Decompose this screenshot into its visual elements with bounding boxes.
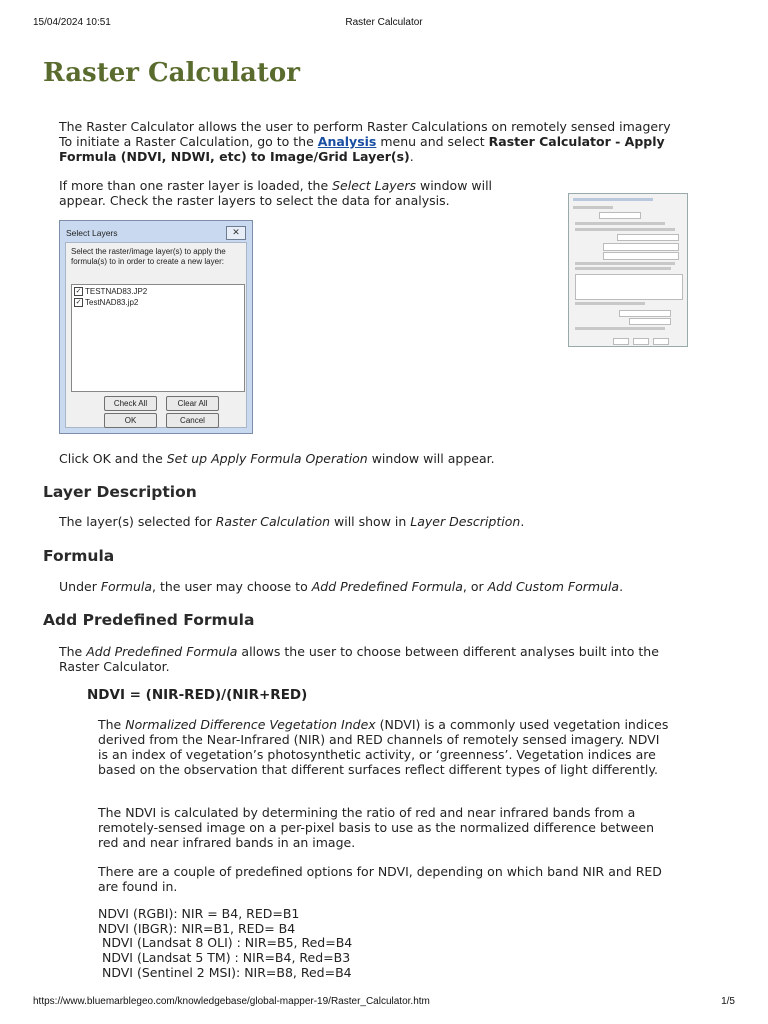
dialog-body: [65, 242, 247, 428]
add-predefined-paragraph: The Add Predefined Formula allows the user to choose between different analyses built into the Raster Calculator.: [59, 644, 659, 674]
select-layers-dialog: [59, 220, 253, 434]
formula-heading: Formula: [43, 547, 115, 565]
layer-name: TestNAD83.jp2: [85, 297, 139, 307]
cancel-button[interactable]: Cancel: [166, 413, 219, 428]
list-item: NDVI (Landsat 5 TM) : NIR=B4, Red=B3: [98, 950, 351, 966]
thumb-tabs: [573, 206, 613, 209]
formula-paragraph: Under Formula, the user may choose to Add Predefined Formula, or Add Custom Formula.: [59, 579, 624, 594]
list-item[interactable]: [72, 297, 244, 307]
layer-list: [71, 284, 245, 392]
thumb-titlebar: [573, 198, 653, 201]
thumb-field: [599, 212, 641, 219]
menu-path: Raster Calculator - Apply Formula (NDVI, NDWI, etc) to Image/Grid Layer(s): [59, 134, 665, 164]
analysis-link[interactable]: Analysis: [317, 134, 377, 149]
dialog-title: Select Layers: [66, 228, 118, 238]
thumb-line: [575, 262, 675, 265]
intro-paragraph: The Raster Calculator allows the user to perform Raster Calculations on remotely sensed imagery To initiate a Raster Calculation, go to the Analysis menu and select Raster Calculator - Apply Formula (NDVI, NDWI, etc) to Image/Grid Layer(s).: [59, 119, 671, 164]
ndvi-options-list: [98, 907, 352, 981]
thumb-field: [629, 318, 671, 325]
print-url: https://www.bluemarblegeo.com/knowledgebase/global-mapper-19/Raster_Calculator.htm: [33, 996, 430, 1007]
print-page-number: 1/5: [721, 996, 735, 1007]
list-item: NDVI (RGBI): NIR = B4, RED=B1: [98, 906, 300, 921]
ndvi-paragraph-2: The NDVI is calculated by determining the ratio of red and near infrared bands from a remotely-sensed image on a per-pixel basis to use as the normalized difference between red and near infrared bands in an image.: [98, 805, 655, 850]
ndvi-paragraph-3: There are a couple of predefined options for NDVI, depending on which band NIR and RED are found in.: [98, 864, 662, 894]
click-ok-paragraph: Click OK and the Set up Apply Formula Operation window will appear.: [59, 451, 495, 466]
check-all-button[interactable]: Check All: [104, 396, 157, 411]
dialog-prompt: Select the raster/image layer(s) to apply the formula(s) to in order to create a new layer:: [71, 247, 226, 266]
thumb-button: [653, 338, 669, 345]
layer-description-heading: Layer Description: [43, 483, 197, 501]
list-item: NDVI (IBGR): NIR=B1, RED= B4: [98, 920, 296, 936]
thumb-field: [603, 243, 679, 251]
thumb-line: [575, 327, 665, 330]
ok-button[interactable]: OK: [104, 413, 157, 428]
thumb-button: [613, 338, 629, 345]
ndvi-heading: NDVI = (NIR-RED)/(NIR+RED): [87, 687, 308, 703]
print-title: Raster Calculator: [345, 17, 423, 28]
page-title: Raster Calculator: [43, 58, 300, 88]
thumb-field: [619, 310, 671, 317]
layer-description-paragraph: The layer(s) selected for Raster Calculation will show in Layer Description.: [59, 514, 525, 529]
ndvi-paragraph-1: The Normalized Difference Vegetation Index (NDVI) is a commonly used vegetation indices derived from the Near-Infrared (NIR) and RED channels of remotely sensed imagery. NDVI is an index of vegetation’s photosynthetic activity, or ‘greenness’. Vegetation indices are based on the observation that different surfaces reflect different types of light differently.: [98, 717, 669, 777]
thumb-field: [603, 252, 679, 260]
thumb-line: [575, 267, 671, 270]
apply-formula-dialog-thumbnail: [568, 193, 688, 347]
thumb-button: [633, 338, 649, 345]
layer-name: TESTNAD83.JP2: [85, 286, 148, 296]
clear-all-button[interactable]: Clear All: [166, 396, 219, 411]
add-predefined-heading: Add Predefined Formula: [43, 611, 255, 629]
thumb-table: [575, 274, 683, 300]
checkbox[interactable]: ✓: [75, 298, 82, 306]
thumb-line: [575, 302, 645, 305]
list-item: NDVI (Landsat 8 OLI) : NIR=B5, Red=B4: [98, 935, 353, 951]
print-datetime: 15/04/2024 10:51: [33, 17, 111, 28]
thumb-field: [617, 234, 679, 241]
select-layers-paragraph: If more than one raster layer is loaded, the Select Layers window will appear. Check the raster layers to select the data for analysis.: [59, 178, 493, 208]
list-item[interactable]: [72, 286, 244, 296]
list-item: NDVI (Sentinel 2 MSI): NIR=B8, Red=B4: [98, 964, 352, 980]
thumb-line: [575, 228, 675, 231]
thumb-line: [575, 222, 665, 225]
close-icon[interactable]: ✕: [226, 226, 246, 240]
checkbox[interactable]: ✓: [75, 287, 82, 295]
